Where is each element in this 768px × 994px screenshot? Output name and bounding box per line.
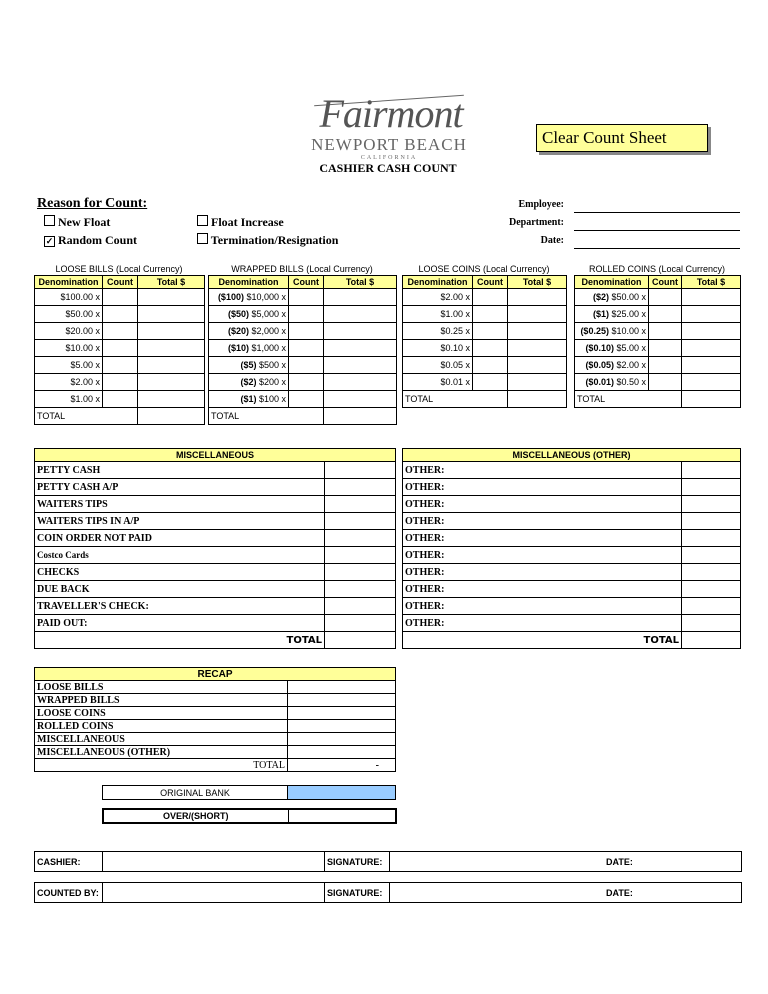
total-label: TOTAL	[209, 408, 324, 425]
list-item	[35, 479, 396, 496]
total-value	[508, 391, 567, 408]
logo-place: NEWPORT BEACH	[311, 135, 467, 154]
denomination-cell: $2.00 x	[35, 374, 103, 391]
recap-total-label: TOTAL	[35, 759, 288, 772]
other-label: OTHER:	[403, 581, 682, 598]
list-item	[35, 746, 396, 759]
original-bank-table	[102, 785, 396, 800]
denomination-header: Denomination	[575, 276, 649, 289]
misc-amount[interactable]	[325, 496, 396, 513]
list-item	[35, 496, 396, 513]
table-row	[35, 357, 205, 374]
misc-total-value	[325, 632, 396, 649]
table-row	[575, 374, 741, 391]
misc-label: TRAVELLER'S CHECK:	[35, 598, 325, 615]
total-cell	[682, 323, 741, 340]
denomination-cell: ($10) $1,000 x	[209, 340, 289, 357]
count-cell[interactable]	[289, 374, 324, 391]
termination-checkbox[interactable]	[197, 233, 208, 244]
recap-title: RECAP	[35, 668, 396, 681]
list-item	[35, 720, 396, 733]
date-field[interactable]	[574, 248, 740, 249]
denomination-cell: ($5) $500 x	[209, 357, 289, 374]
other-label: OTHER:	[403, 530, 682, 547]
termination-label: Termination/Resignation	[210, 233, 339, 247]
total-row	[35, 759, 396, 772]
count-cell[interactable]	[649, 374, 682, 391]
other-label: OTHER:	[403, 564, 682, 581]
date-label: DATE:	[606, 887, 633, 898]
total-cell	[324, 391, 397, 408]
reason-float-increase[interactable]	[197, 215, 284, 229]
total-cell	[324, 306, 397, 323]
denomination-cell: $0.10 x	[403, 340, 473, 357]
denomination-cell: $0.25 x	[403, 323, 473, 340]
other-amount[interactable]	[682, 598, 741, 615]
count-header: Count	[289, 276, 324, 289]
over-short-label: OVER/(SHORT)	[103, 809, 288, 823]
total-cell	[138, 391, 205, 408]
other-amount[interactable]	[682, 513, 741, 530]
list-item	[403, 513, 741, 530]
other-label: OTHER:	[403, 615, 682, 632]
denomination-header: Denomination	[403, 276, 473, 289]
wrapped-bills-table	[208, 275, 397, 425]
recap-table	[34, 667, 396, 772]
total-cell	[682, 374, 741, 391]
miscellaneous-title: MISCELLANEOUS	[35, 449, 396, 462]
signature-date-cell[interactable]	[390, 852, 742, 872]
count-cell[interactable]	[289, 340, 324, 357]
other-label: OTHER:	[403, 496, 682, 513]
list-item	[403, 581, 741, 598]
total-cell	[508, 340, 567, 357]
count-cell[interactable]	[289, 391, 324, 408]
table-row	[209, 374, 397, 391]
recap-label: LOOSE BILLS	[35, 681, 288, 694]
total-value	[324, 408, 397, 425]
list-item	[35, 694, 396, 707]
denomination-cell: $1.00 x	[403, 306, 473, 323]
total-header: Total $	[682, 276, 741, 289]
list-item	[403, 462, 741, 479]
denomination-cell: ($0.05) $2.00 x	[575, 357, 649, 374]
logo-state: CALIFORNIA	[360, 155, 418, 161]
recap-amount	[288, 720, 396, 733]
denomination-cell: ($2) $50.00 x	[575, 289, 649, 306]
new-float-label: New Float	[58, 215, 111, 229]
counted-by-label: COUNTED BY:	[35, 883, 103, 903]
recap-amount	[288, 681, 396, 694]
misc-label: DUE BACK	[35, 581, 325, 598]
total-cell	[324, 340, 397, 357]
count-cell[interactable]	[289, 289, 324, 306]
recap-label: WRAPPED BILLS	[35, 694, 288, 707]
other-total-label: TOTAL	[403, 632, 682, 649]
denomination-cell: $100.00 x	[35, 289, 103, 306]
count-cell[interactable]	[649, 323, 682, 340]
table-row	[403, 374, 567, 391]
denomination-cell: $50.00 x	[35, 306, 103, 323]
total-header: Total $	[138, 276, 205, 289]
recap-total-value: -	[288, 759, 396, 772]
table-row	[35, 374, 205, 391]
other-amount[interactable]	[682, 564, 741, 581]
random-count-label: Random Count	[58, 233, 138, 247]
denomination-header: Denomination	[35, 276, 103, 289]
other-label: OTHER:	[403, 598, 682, 615]
count-cell[interactable]	[103, 357, 138, 374]
table-row	[403, 306, 567, 323]
denomination-cell: $5.00 x	[35, 357, 103, 374]
form-title: CASHIER CASH COUNT	[319, 161, 457, 175]
total-cell	[508, 357, 567, 374]
total-cell	[138, 357, 205, 374]
table-row	[209, 391, 397, 408]
list-item	[35, 513, 396, 530]
other-amount[interactable]	[682, 615, 741, 632]
denomination-cell: ($100) $10,000 x	[209, 289, 289, 306]
recap-label: LOOSE COINS	[35, 707, 288, 720]
department-field[interactable]	[574, 230, 740, 231]
total-cell	[682, 340, 741, 357]
count-cell[interactable]	[649, 357, 682, 374]
loose-bills-table	[34, 275, 205, 425]
over-short-table	[102, 808, 397, 824]
other-total-value	[682, 632, 741, 649]
total-cell	[138, 340, 205, 357]
table-row	[209, 357, 397, 374]
denomination-header: Denomination	[209, 276, 289, 289]
count-cell[interactable]	[103, 289, 138, 306]
department-label: Department:	[509, 217, 564, 228]
total-cell	[138, 289, 205, 306]
misc-label: WAITERS TIPS	[35, 496, 325, 513]
table-row	[209, 289, 397, 306]
counted-by-field[interactable]	[103, 883, 325, 903]
misc-label: COIN ORDER NOT PAID	[35, 530, 325, 547]
total-row	[35, 632, 396, 649]
table-row	[209, 323, 397, 340]
other-label: OTHER:	[403, 513, 682, 530]
counted-by-signature-row	[34, 882, 742, 903]
table-row	[209, 340, 397, 357]
total-header: Total $	[324, 276, 397, 289]
table-row	[403, 323, 567, 340]
list-item	[35, 598, 396, 615]
total-cell	[138, 374, 205, 391]
count-header: Count	[649, 276, 682, 289]
count-cell[interactable]	[103, 374, 138, 391]
list-item	[403, 547, 741, 564]
denomination-cell: ($2) $200 x	[209, 374, 289, 391]
table-row	[35, 306, 205, 323]
other-label: OTHER:	[403, 462, 682, 479]
total-row	[35, 408, 205, 425]
total-row	[209, 408, 397, 425]
loose-coins-table	[402, 275, 567, 408]
count-cell[interactable]	[649, 306, 682, 323]
original-bank-label: ORIGINAL BANK	[103, 786, 288, 800]
list-item	[35, 733, 396, 746]
total-cell	[508, 323, 567, 340]
list-item	[35, 530, 396, 547]
other-amount[interactable]	[682, 462, 741, 479]
total-value	[682, 391, 741, 408]
denomination-cell: ($0.25) $10.00 x	[575, 323, 649, 340]
list-item	[35, 681, 396, 694]
employee-label: Employee:	[518, 199, 564, 210]
denomination-cell: $0.05 x	[403, 357, 473, 374]
recap-label: MISCELLANEOUS	[35, 733, 288, 746]
other-amount[interactable]	[682, 581, 741, 598]
misc-label: PAID OUT:	[35, 615, 325, 632]
table-row	[35, 323, 205, 340]
table-row	[575, 357, 741, 374]
rolled-coins-title: ROLLED COINS (Local Currency)	[588, 264, 726, 274]
total-row	[575, 391, 741, 408]
count-cell[interactable]	[473, 340, 508, 357]
misc-amount[interactable]	[325, 615, 396, 632]
misc-label: Costco Cards	[35, 547, 325, 564]
denomination-cell: ($1) $25.00 x	[575, 306, 649, 323]
clear-count-sheet-button[interactable]: Clear Count Sheet	[536, 124, 708, 152]
logo-name: Fairmont	[319, 91, 463, 136]
recap-amount	[288, 733, 396, 746]
employee-field[interactable]	[574, 212, 740, 213]
cashier-signature-row	[34, 851, 742, 872]
list-item	[35, 615, 396, 632]
list-item	[403, 615, 741, 632]
misc-amount[interactable]	[325, 547, 396, 564]
reason-new-float[interactable]	[44, 215, 110, 229]
fairmont-logo	[300, 92, 478, 162]
table-row	[575, 340, 741, 357]
misc-amount[interactable]	[325, 513, 396, 530]
total-cell	[682, 306, 741, 323]
list-item	[403, 496, 741, 513]
random-count-checkbox[interactable]: ✓	[45, 236, 54, 246]
loose-bills-title: LOOSE BILLS (Local Currency)	[55, 264, 183, 274]
cashier-field[interactable]	[103, 852, 325, 872]
misc-amount[interactable]	[325, 564, 396, 581]
date-label: DATE:	[606, 856, 633, 867]
total-cell	[508, 306, 567, 323]
count-header: Count	[473, 276, 508, 289]
recap-amount	[288, 746, 396, 759]
denomination-cell: ($20) $2,000 x	[209, 323, 289, 340]
table-row	[35, 391, 205, 408]
wrapped-bills-title: WRAPPED BILLS (Local Currency)	[231, 264, 373, 274]
denomination-cell: ($0.01) $0.50 x	[575, 374, 649, 391]
misc-amount[interactable]	[325, 581, 396, 598]
other-amount[interactable]	[682, 530, 741, 547]
float-increase-checkbox[interactable]	[197, 215, 208, 226]
table-row	[403, 289, 567, 306]
total-cell	[138, 323, 205, 340]
list-item	[403, 598, 741, 615]
recap-label: ROLLED COINS	[35, 720, 288, 733]
count-cell[interactable]	[473, 289, 508, 306]
misc-total-label: TOTAL	[35, 632, 325, 649]
table-row	[575, 306, 741, 323]
float-increase-label: Float Increase	[211, 215, 284, 229]
cashier-label: CASHIER:	[35, 852, 103, 872]
total-cell	[682, 289, 741, 306]
list-item	[403, 530, 741, 547]
total-header: Total $	[508, 276, 567, 289]
total-cell	[138, 306, 205, 323]
other-amount[interactable]	[682, 496, 741, 513]
total-cell	[508, 289, 567, 306]
denomination-cell: $20.00 x	[35, 323, 103, 340]
misc-amount[interactable]	[325, 598, 396, 615]
count-header: Count	[103, 276, 138, 289]
count-cell[interactable]	[103, 391, 138, 408]
other-label: OTHER:	[403, 479, 682, 496]
misc-label: PETTY CASH	[35, 462, 325, 479]
list-item	[35, 547, 396, 564]
count-cell[interactable]	[103, 340, 138, 357]
count-cell[interactable]	[289, 357, 324, 374]
new-float-checkbox[interactable]	[44, 215, 55, 226]
misc-amount[interactable]	[325, 462, 396, 479]
count-cell[interactable]	[473, 357, 508, 374]
misc-label: WAITERS TIPS IN A/P	[35, 513, 325, 530]
misc-label: CHECKS	[35, 564, 325, 581]
count-cell[interactable]	[289, 306, 324, 323]
list-item	[35, 707, 396, 720]
reason-label: Reason for Count:	[37, 196, 148, 211]
count-cell[interactable]	[103, 323, 138, 340]
other-amount[interactable]	[682, 547, 741, 564]
date-label: Date:	[540, 235, 564, 246]
table-row	[403, 357, 567, 374]
signature-date-cell[interactable]	[390, 883, 742, 903]
miscellaneous-other-title: MISCELLANEOUS (OTHER)	[403, 449, 741, 462]
misc-label: PETTY CASH A/P	[35, 479, 325, 496]
total-label: TOTAL	[575, 391, 682, 408]
recap-amount	[288, 694, 396, 707]
count-cell[interactable]	[473, 306, 508, 323]
recap-label: MISCELLANEOUS (OTHER)	[35, 746, 288, 759]
denomination-cell: ($1) $100 x	[209, 391, 289, 408]
list-item	[35, 462, 396, 479]
total-value	[138, 408, 205, 425]
reason-termination[interactable]	[197, 233, 338, 247]
list-item	[35, 581, 396, 598]
table-row	[35, 340, 205, 357]
denomination-cell: $1.00 x	[35, 391, 103, 408]
total-cell	[682, 357, 741, 374]
count-cell[interactable]	[649, 340, 682, 357]
misc-amount[interactable]	[325, 479, 396, 496]
total-row	[403, 391, 567, 408]
count-cell[interactable]	[473, 323, 508, 340]
table-row	[209, 306, 397, 323]
total-cell	[508, 374, 567, 391]
total-cell	[324, 323, 397, 340]
total-cell	[324, 374, 397, 391]
loose-coins-title: LOOSE COINS (Local Currency)	[418, 264, 550, 274]
rolled-coins-table	[574, 275, 741, 408]
table-row	[575, 323, 741, 340]
signature-label: SIGNATURE:	[325, 883, 390, 903]
denomination-cell: ($0.10) $5.00 x	[575, 340, 649, 357]
signature-label: SIGNATURE:	[325, 852, 390, 872]
total-label: TOTAL	[403, 391, 508, 408]
table-row	[403, 340, 567, 357]
total-label: TOTAL	[35, 408, 138, 425]
recap-amount	[288, 707, 396, 720]
misc-amount[interactable]	[325, 530, 396, 547]
count-cell[interactable]	[649, 289, 682, 306]
list-item	[35, 564, 396, 581]
table-row	[35, 289, 205, 306]
miscellaneous-table	[34, 448, 396, 649]
over-short-field	[288, 809, 396, 823]
other-label: OTHER:	[403, 547, 682, 564]
list-item	[403, 479, 741, 496]
other-amount[interactable]	[682, 479, 741, 496]
count-cell[interactable]	[103, 306, 138, 323]
denomination-cell: $0.01 x	[403, 374, 473, 391]
denomination-cell: $2.00 x	[403, 289, 473, 306]
miscellaneous-other-table	[402, 448, 741, 649]
total-row	[403, 632, 741, 649]
reason-random-count[interactable]	[44, 233, 137, 247]
count-cell[interactable]	[473, 374, 508, 391]
total-cell	[324, 357, 397, 374]
denomination-cell: $10.00 x	[35, 340, 103, 357]
denomination-cell: ($50) $5,000 x	[209, 306, 289, 323]
total-cell	[324, 289, 397, 306]
table-row	[575, 289, 741, 306]
original-bank-field[interactable]	[288, 786, 396, 800]
count-cell[interactable]	[289, 323, 324, 340]
list-item	[403, 564, 741, 581]
